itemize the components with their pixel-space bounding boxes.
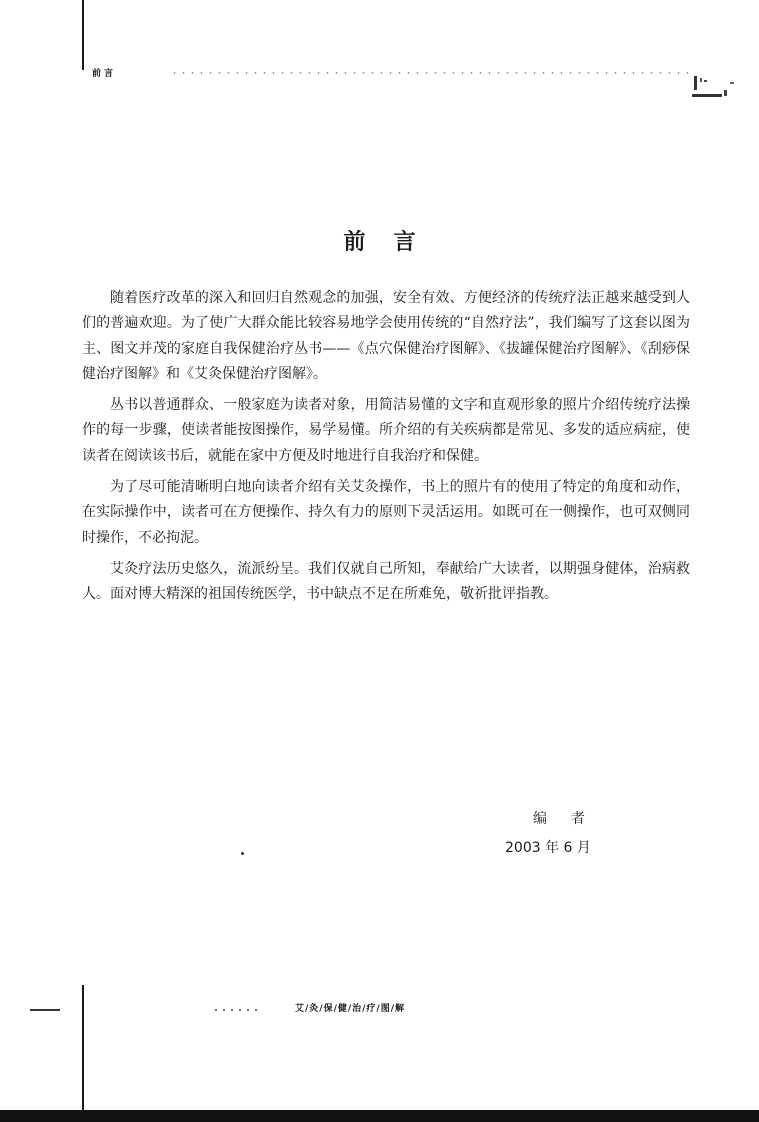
header-rule (170, 72, 690, 74)
signature-author: 编者 (533, 811, 609, 827)
page-title: 前言 (343, 230, 444, 255)
signature-date: 2003 年 6 月 (505, 840, 591, 856)
paragraph: 随着医疗改革的深入和回归自然观念的加强，安全有效、方便经济的传统疗法正越来越受到人们的普遍欢迎。为了使广大群众能比较容易地学会使用传统的“自然疗法”，我们编写了这套以图为主、图文并茂的家庭自我保健治疗丛书——《点穴保健治疗图解》、《拔罐保健治疗图解》、《刮痧保健治疗图解》和《艾灸保健治疗图解》。 (82, 290, 690, 382)
paragraph: 艾灸疗法历史悠久，流派纷呈。我们仅就自己所知，奉献给广大读者，以期强身健体，治病救人。面对博大精深的祖国传统医学，书中缺点不足在所难免，敬祈批评指教。 (82, 560, 690, 603)
paragraph: 丛书以普通群众、一般家庭为读者对象，用简洁易懂的文字和直观形象的照片介绍传统疗法操作的每一步骤，使读者能按图操作，易学易懂。所介绍的有关疾病都是常见、多发的适应病症，使读者在阅读该书后，就能在家中方便及时地进行自我治疗和保健。 (82, 397, 690, 464)
footer-rule-left (30, 1009, 60, 1011)
footer-book-title: 艾/灸/保/健/治/疗/图/解 (295, 1004, 406, 1014)
margin-rule-bottom (82, 985, 84, 1122)
scan-edge-shadow (0, 1110, 759, 1122)
signature-block (505, 805, 635, 863)
scan-smudge-mark (684, 68, 736, 108)
footer-rule-dots (212, 1009, 260, 1011)
scan-speck (241, 852, 244, 855)
running-head: 前言 (92, 69, 117, 79)
paragraph: 为了尽可能清晰明白地向读者介绍有关艾灸操作，书上的照片有的使用了特定的角度和动作，在实际操作中，读者可在方便操作、持久有力的原则下灵活运用。如既可在一侧操作，也可双侧同时操作，不必拘泥。 (82, 479, 690, 546)
preface-body (82, 286, 690, 614)
margin-rule-top (82, 0, 84, 70)
